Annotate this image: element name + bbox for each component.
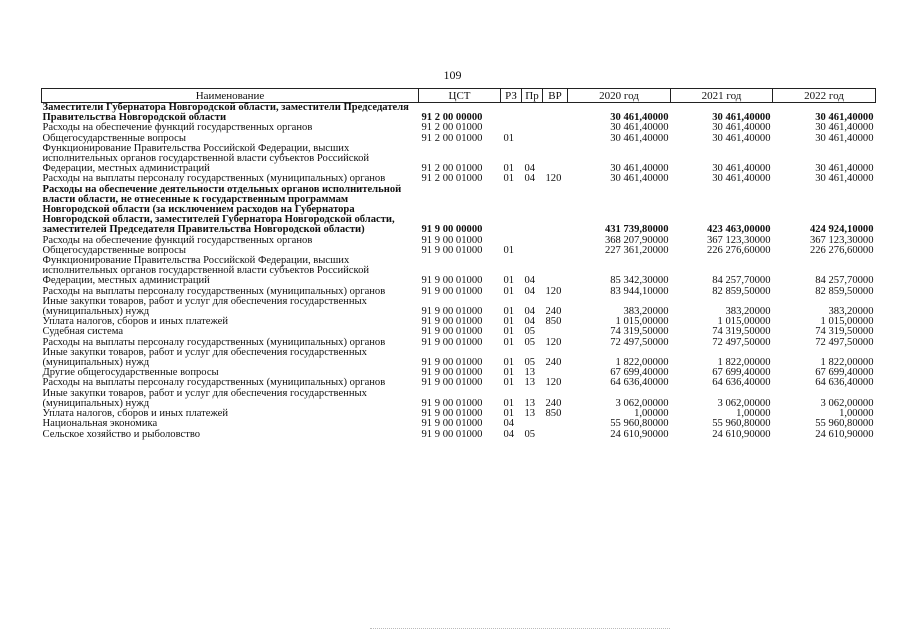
row-pr <box>522 185 543 236</box>
row-2021: 30 461,40000 <box>712 173 771 185</box>
row-pr: 05 <box>524 336 536 348</box>
row-cst: 91 2 00 01000 <box>421 163 483 175</box>
row-name: Расходы на обеспечение функций государственных органов <box>42 122 313 134</box>
row-vr: 120 <box>545 173 562 185</box>
row-2022: 1 822,00000 <box>820 357 874 369</box>
row-2020: 85 342,30000 <box>610 275 669 287</box>
row-2020: 74 319,50000 <box>610 326 669 338</box>
row-2022: 367 123,30000 <box>809 234 874 246</box>
row-name: Общегосударственные вопросы <box>42 132 186 144</box>
row-cst: 91 9 00 00000 <box>421 224 483 236</box>
row-2020: 3 062,00000 <box>615 397 669 409</box>
row-2020: 30 461,40000 <box>610 122 669 134</box>
row-cst: 91 9 00 01000 <box>421 326 483 338</box>
row-rz: 01 <box>503 316 515 328</box>
table-row <box>42 297 876 317</box>
row-cst: 91 9 00 01000 <box>421 397 483 409</box>
row-vr <box>543 236 568 246</box>
row-2021: 1 015,00000 <box>717 316 771 328</box>
row-pr <box>522 134 543 144</box>
table-body <box>42 103 876 440</box>
row-vr: 120 <box>545 377 562 389</box>
row-rz: 01 <box>503 306 515 318</box>
row-pr: 04 <box>524 275 536 287</box>
header-pr: Пр <box>522 89 543 103</box>
row-2022: 24 610,90000 <box>815 428 874 440</box>
row-2022: 3 062,00000 <box>820 397 874 409</box>
row-2021: 226 276,60000 <box>706 244 771 256</box>
row-name: Иные закупки товаров, работ и услуг для обеспечения государственных (муниципальных) нужд <box>42 346 367 369</box>
row-rz: 01 <box>503 173 515 185</box>
row-2021: 84 257,70000 <box>712 275 771 287</box>
row-vr <box>543 256 568 287</box>
row-name: Уплата налогов, сборов и иных платежей <box>42 408 229 420</box>
row-cst: 91 9 00 01000 <box>421 275 483 287</box>
row-pr: 13 <box>524 397 536 409</box>
row-name: Расходы на обеспечение деятельности отдельных органов исполнительной власти области, не отнесенные к государственным программам Новгородской области (за исключением расходов на Губернатора Новгородской области, заместителей Губернатора Новгородской области, заместителей Председателя Правительства Новгородской области) <box>42 183 402 236</box>
row-2020: 368 207,90000 <box>604 234 669 246</box>
row-cst: 91 9 00 01000 <box>421 418 483 430</box>
scan-artifact <box>370 628 670 631</box>
row-cst: 91 9 00 01000 <box>421 316 483 328</box>
header-2020: 2020 год <box>568 89 671 103</box>
row-name: Судебная система <box>42 326 124 338</box>
table-row <box>42 348 876 368</box>
row-pr <box>522 246 543 256</box>
row-name: Расходы на выплаты персоналу государственных (муниципальных) органов <box>42 173 386 185</box>
row-2022: 30 461,40000 <box>815 132 874 144</box>
row-rz: 01 <box>503 163 515 175</box>
row-2021: 423 463,00000 <box>706 224 771 236</box>
row-rz: 01 <box>503 336 515 348</box>
row-name: Заместители Губернатора Новгородской области, заместители Председателя Правительства Новгородской области <box>42 102 409 124</box>
row-name: Функционирование Правительства Российской Федерации, высших исполнительных органов государственной власти субъектов Российской Федерации, местных администраций <box>42 142 370 175</box>
row-pr: 05 <box>524 428 536 440</box>
row-cst: 91 9 00 01000 <box>421 336 483 348</box>
row-pr: 13 <box>524 367 536 379</box>
row-vr <box>543 185 568 236</box>
table-row <box>42 389 876 409</box>
row-2022: 226 276,60000 <box>809 244 874 256</box>
row-rz: 01 <box>503 132 515 144</box>
row-rz: 01 <box>503 326 515 338</box>
row-2022: 64 636,40000 <box>815 377 874 389</box>
row-name: Другие общегосударственные вопросы <box>42 367 219 379</box>
row-2021: 3 062,00000 <box>717 397 771 409</box>
row-2022: 383,20000 <box>828 306 874 318</box>
row-rz: 01 <box>503 285 515 297</box>
row-rz: 01 <box>503 397 515 409</box>
row-pr: 04 <box>524 163 536 175</box>
row-2020: 30 461,40000 <box>610 163 669 175</box>
row-2022: 30 461,40000 <box>815 112 874 124</box>
row-name: Расходы на выплаты персоналу государственных (муниципальных) органов <box>42 377 386 389</box>
row-vr <box>543 246 568 256</box>
row-cst: 91 9 00 01000 <box>421 408 483 420</box>
table-row <box>42 103 876 124</box>
row-2021: 64 636,40000 <box>712 377 771 389</box>
row-cst: 91 2 00 01000 <box>421 122 483 134</box>
row-2022: 82 859,50000 <box>815 285 874 297</box>
row-2020: 83 944,10000 <box>610 285 669 297</box>
table-row <box>42 430 876 440</box>
row-cst: 91 9 00 01000 <box>421 306 483 318</box>
row-vr: 120 <box>545 285 562 297</box>
row-2020: 227 361,20000 <box>604 244 669 256</box>
row-cst: 91 9 00 01000 <box>421 285 483 297</box>
row-2020: 383,20000 <box>623 306 669 318</box>
row-2022: 424 924,10000 <box>809 224 874 236</box>
row-2021: 30 461,40000 <box>712 163 771 175</box>
row-2020: 24 610,90000 <box>610 428 669 440</box>
header-rz: РЗ <box>501 89 522 103</box>
row-pr: 04 <box>524 285 536 297</box>
row-2022: 30 461,40000 <box>815 122 874 134</box>
row-name: Иные закупки товаров, работ и услуг для обеспечения государственных (муниципальных) нужд <box>42 387 367 409</box>
row-pr: 04 <box>524 173 536 185</box>
row-pr <box>522 123 543 133</box>
row-cst: 91 9 00 01000 <box>421 244 483 256</box>
row-vr: 850 <box>545 408 562 420</box>
row-2021: 82 859,50000 <box>712 285 771 297</box>
row-2020: 72 497,50000 <box>610 336 669 348</box>
row-vr <box>543 103 568 124</box>
row-name: Сельское хозяйство и рыболовство <box>42 428 201 440</box>
row-rz: 01 <box>503 367 515 379</box>
row-cst: 91 9 00 01000 <box>421 357 483 369</box>
row-2021: 30 461,40000 <box>712 112 771 124</box>
row-2022: 84 257,70000 <box>815 275 874 287</box>
row-2021: 30 461,40000 <box>712 132 771 144</box>
row-pr <box>522 103 543 124</box>
table-header <box>42 89 876 103</box>
row-cst: 91 9 00 01000 <box>421 367 483 379</box>
row-pr: 04 <box>524 306 536 318</box>
table-row <box>42 144 876 175</box>
header-name: Наименование <box>42 89 419 103</box>
row-rz <box>501 103 522 124</box>
row-2022: 72 497,50000 <box>815 336 874 348</box>
row-name: Расходы на выплаты персоналу государственных (муниципальных) органов <box>42 285 386 297</box>
row-2021: 74 319,50000 <box>712 326 771 338</box>
row-2020: 431 739,80000 <box>604 224 669 236</box>
row-vr: 240 <box>545 357 562 369</box>
table-row <box>42 419 876 429</box>
row-rz: 01 <box>503 408 515 420</box>
row-pr: 05 <box>524 357 536 369</box>
header-2022: 2022 год <box>773 89 876 103</box>
row-cst: 91 2 00 01000 <box>421 132 483 144</box>
header-vr: ВР <box>543 89 568 103</box>
row-pr: 13 <box>524 377 536 389</box>
row-2020: 30 461,40000 <box>610 112 669 124</box>
row-rz: 01 <box>503 244 515 256</box>
page-number: 109 <box>443 68 462 82</box>
row-2021: 1 822,00000 <box>717 357 771 369</box>
row-2020: 30 461,40000 <box>610 173 669 185</box>
row-2022: 67 699,40000 <box>815 367 874 379</box>
row-2020: 55 960,80000 <box>610 418 669 430</box>
row-2021: 383,20000 <box>725 306 771 318</box>
row-2020: 1,00000 <box>634 408 669 420</box>
row-pr: 13 <box>524 408 536 420</box>
row-2022: 55 960,80000 <box>815 418 874 430</box>
row-2022: 30 461,40000 <box>815 173 874 185</box>
row-vr: 240 <box>545 306 562 318</box>
row-vr <box>543 419 568 429</box>
header-2021: 2021 год <box>671 89 773 103</box>
row-vr <box>543 430 568 440</box>
row-cst: 91 2 00 00000 <box>421 112 483 124</box>
row-name: Расходы на выплаты персоналу государственных (муниципальных) органов <box>42 336 386 348</box>
row-2021: 55 960,80000 <box>712 418 771 430</box>
row-2022: 30 461,40000 <box>815 163 874 175</box>
row-2020: 1 015,00000 <box>615 316 669 328</box>
row-cst: 91 9 00 01000 <box>421 428 483 440</box>
row-pr <box>522 419 543 429</box>
budget-table <box>41 88 876 440</box>
row-vr: 240 <box>545 397 562 409</box>
row-rz: 04 <box>503 428 515 440</box>
row-2021: 30 461,40000 <box>712 122 771 134</box>
row-vr <box>543 144 568 175</box>
row-name: Общегосударственные вопросы <box>42 244 186 256</box>
table-row <box>42 185 876 236</box>
row-rz: 04 <box>503 418 515 430</box>
row-2021: 367 123,30000 <box>706 234 771 246</box>
row-vr: 850 <box>545 316 562 328</box>
row-vr: 120 <box>545 336 562 348</box>
row-pr: 04 <box>524 316 536 328</box>
row-name: Функционирование Правительства Российской Федерации, высших исполнительных органов государственной власти субъектов Российской Федерации, местных администраций <box>42 255 370 287</box>
row-2022: 1 015,00000 <box>820 316 874 328</box>
row-cst: 91 9 00 01000 <box>421 234 483 246</box>
row-cst: 91 9 00 01000 <box>421 377 483 389</box>
row-2021: 67 699,40000 <box>712 367 771 379</box>
row-rz: 01 <box>503 275 515 287</box>
row-2020: 64 636,40000 <box>610 377 669 389</box>
row-name: Национальная экономика <box>42 418 158 430</box>
table-row <box>42 256 876 287</box>
row-2021: 72 497,50000 <box>712 336 771 348</box>
row-2022: 1,00000 <box>839 408 874 420</box>
row-cst: 91 2 00 01000 <box>421 173 483 185</box>
row-name: Расходы на обеспечение функций государственных органов <box>42 234 313 246</box>
row-2022: 74 319,50000 <box>815 326 874 338</box>
row-pr <box>522 236 543 246</box>
row-rz: 01 <box>503 377 515 389</box>
row-vr <box>543 123 568 133</box>
row-rz: 01 <box>503 357 515 369</box>
row-2021: 24 610,90000 <box>712 428 771 440</box>
row-name: Иные закупки товаров, работ и услуг для обеспечения государственных (муниципальных) нужд <box>42 295 367 318</box>
row-2020: 1 822,00000 <box>615 357 669 369</box>
row-name: Уплата налогов, сборов и иных платежей <box>42 316 229 328</box>
row-rz <box>501 185 522 236</box>
header-cst: ЦСТ <box>419 89 501 103</box>
row-2020: 67 699,40000 <box>610 367 669 379</box>
row-pr: 05 <box>524 326 536 338</box>
row-2021: 1,00000 <box>736 408 771 420</box>
row-vr <box>543 134 568 144</box>
row-2020: 30 461,40000 <box>610 132 669 144</box>
